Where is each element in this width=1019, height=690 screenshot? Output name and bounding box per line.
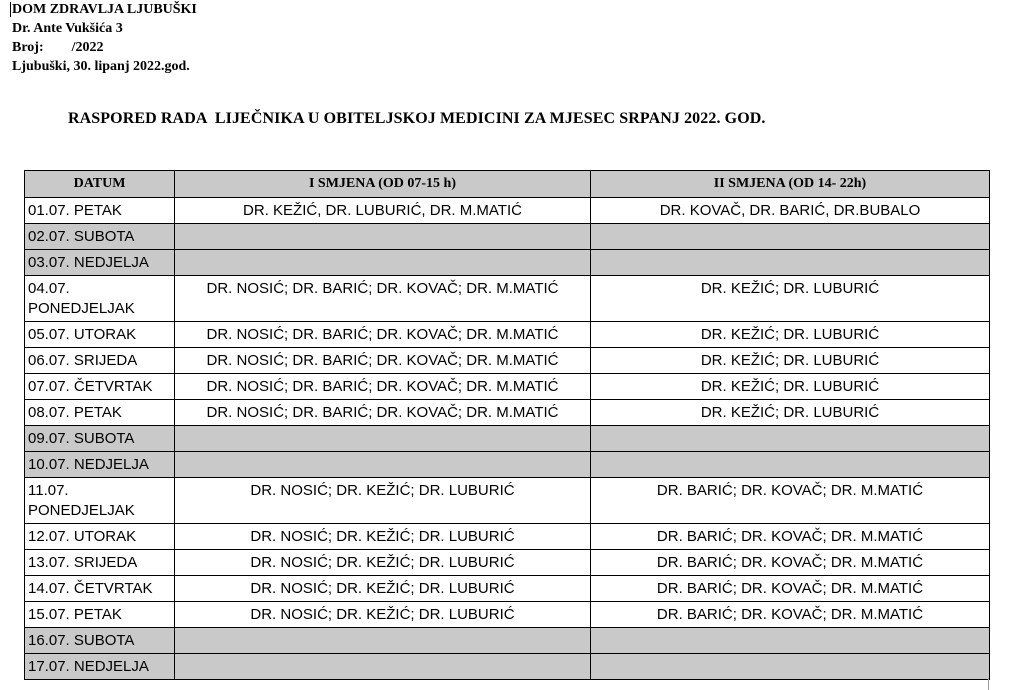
second-shift-cell[interactable] (591, 628, 990, 654)
date-cell[interactable]: 16.07. SUBOTA (25, 628, 175, 654)
first-shift-cell[interactable]: DR. KEŽIĆ, DR. LUBURIĆ, DR. M.MATIĆ (175, 198, 591, 224)
table-row (25, 452, 990, 478)
second-shift-cell[interactable] (591, 654, 990, 680)
first-shift-cell[interactable] (175, 426, 591, 452)
second-shift-cell[interactable]: DR. KEŽIĆ; DR. LUBURIĆ (591, 400, 990, 426)
second-shift-cell[interactable]: DR. BARIĆ; DR. KOVAČ; DR. M.MATIĆ (591, 550, 990, 576)
second-shift-cell[interactable]: DR. BARIĆ; DR. KOVAČ; DR. M.MATIĆ (591, 478, 990, 524)
text-cursor (10, 2, 11, 17)
second-shift-cell[interactable]: DR. KEŽIĆ; DR. LUBURIĆ (591, 374, 990, 400)
table-row (25, 276, 990, 322)
column-header-second-shift: II SMJENA (OD 14- 22h) (591, 171, 990, 198)
second-shift-cell[interactable] (591, 426, 990, 452)
first-shift-cell[interactable]: DR. NOSIĆ; DR. KEŽIĆ; DR. LUBURIĆ (175, 478, 591, 524)
table-row (25, 322, 990, 348)
document-header (12, 0, 197, 76)
date-cell[interactable]: 01.07. PETAK (25, 198, 175, 224)
document-title: RASPORED RADA LIJEČNIKA U OBITELJSKOJ MEDICINI ZA MJESEC SRPANJ 2022. GOD. (68, 110, 766, 127)
first-shift-cell[interactable] (175, 452, 591, 478)
first-shift-cell[interactable]: DR. NOSIĆ; DR. KEŽIĆ; DR. LUBURIĆ (175, 524, 591, 550)
second-shift-cell[interactable] (591, 224, 990, 250)
first-shift-cell[interactable] (175, 224, 591, 250)
first-shift-cell[interactable]: DR. NOSIĆ; DR. KEŽIĆ; DR. LUBURIĆ (175, 550, 591, 576)
table-row (25, 198, 990, 224)
first-shift-cell[interactable]: DR. NOSIĆ; DR. BARIĆ; DR. KOVAČ; DR. M.MATIĆ (175, 322, 591, 348)
second-shift-cell[interactable]: DR. KOVAČ, DR. BARIĆ, DR.BUBALO (591, 198, 990, 224)
reference-number: Broj: /2022 (12, 40, 104, 55)
second-shift-cell[interactable]: DR. KEŽIĆ; DR. LUBURIĆ (591, 348, 990, 374)
table-row (25, 478, 990, 524)
first-shift-cell[interactable]: DR. NOSIĆ; DR. BARIĆ; DR. KOVAČ; DR. M.MATIĆ (175, 374, 591, 400)
first-shift-cell[interactable]: DR. NOSIĆ; DR. KEŽIĆ; DR. LUBURIĆ (175, 602, 591, 628)
column-header-first-shift: I SMJENA (OD 07-15 h) (175, 171, 591, 198)
first-shift-cell[interactable] (175, 250, 591, 276)
second-shift-cell[interactable] (591, 250, 990, 276)
second-shift-cell[interactable]: DR. BARIĆ; DR. KOVAČ; DR. M.MATIĆ (591, 576, 990, 602)
first-shift-cell[interactable]: DR. NOSIĆ; DR. BARIĆ; DR. KOVAČ; DR. M.MATIĆ (175, 400, 591, 426)
date-cell[interactable]: 04.07. PONEDJELJAK (25, 276, 175, 322)
first-shift-cell[interactable]: DR. NOSIĆ; DR. BARIĆ; DR. KOVAČ; DR. M.MATIĆ (175, 348, 591, 374)
first-shift-cell[interactable] (175, 654, 591, 680)
table-row (25, 576, 990, 602)
table-row (25, 602, 990, 628)
date-cell[interactable]: 06.07. SRIJEDA (25, 348, 175, 374)
second-shift-cell[interactable]: DR. BARIĆ; DR. KOVAČ; DR. M.MATIĆ (591, 524, 990, 550)
date-cell[interactable]: 12.07. UTORAK (25, 524, 175, 550)
schedule-table (24, 170, 990, 680)
table-row (25, 224, 990, 250)
second-shift-cell[interactable] (591, 452, 990, 478)
table-row (25, 524, 990, 550)
table-row (25, 654, 990, 680)
first-shift-cell[interactable]: DR. NOSIĆ; DR. BARIĆ; DR. KOVAČ; DR. M.MATIĆ (175, 276, 591, 322)
date-cell[interactable]: 02.07. SUBOTA (25, 224, 175, 250)
table-row (25, 374, 990, 400)
table-header-row (25, 171, 990, 198)
table-row (25, 400, 990, 426)
institution-name: DOM ZDRAVLJA LJUBUŠKI (12, 2, 197, 17)
date-cell[interactable]: 17.07. NEDJELJA (25, 654, 175, 680)
schedule-body (25, 198, 990, 680)
table-row (25, 426, 990, 452)
place-and-date: Ljubuški, 30. lipanj 2022.god. (12, 59, 190, 74)
table-row (25, 348, 990, 374)
second-shift-cell[interactable]: DR. KEŽIĆ; DR. LUBURIĆ (591, 322, 990, 348)
table-row (25, 628, 990, 654)
date-cell[interactable]: 13.07. SRIJEDA (25, 550, 175, 576)
date-cell[interactable]: 15.07. PETAK (25, 602, 175, 628)
first-shift-cell[interactable]: DR. NOSIĆ; DR. KEŽIĆ; DR. LUBURIĆ (175, 576, 591, 602)
second-shift-cell[interactable]: DR. BARIĆ; DR. KOVAČ; DR. M.MATIĆ (591, 602, 990, 628)
table-row (25, 250, 990, 276)
date-cell[interactable]: 10.07. NEDJELJA (25, 452, 175, 478)
table-row (25, 550, 990, 576)
date-cell[interactable]: 07.07. ČETVRTAK (25, 374, 175, 400)
second-shift-cell[interactable]: DR. KEŽIĆ; DR. LUBURIĆ (591, 276, 990, 322)
date-cell[interactable]: 09.07. SUBOTA (25, 426, 175, 452)
first-shift-cell[interactable] (175, 628, 591, 654)
date-cell[interactable]: 11.07. PONEDJELJAK (25, 478, 175, 524)
column-header-date: DATUM (25, 171, 175, 198)
date-cell[interactable]: 14.07. ČETVRTAK (25, 576, 175, 602)
institution-address: Dr. Ante Vukšića 3 (12, 21, 123, 36)
date-cell[interactable]: 08.07. PETAK (25, 400, 175, 426)
page-edge-marker (988, 678, 989, 690)
date-cell[interactable]: 05.07. UTORAK (25, 322, 175, 348)
date-cell[interactable]: 03.07. NEDJELJA (25, 250, 175, 276)
